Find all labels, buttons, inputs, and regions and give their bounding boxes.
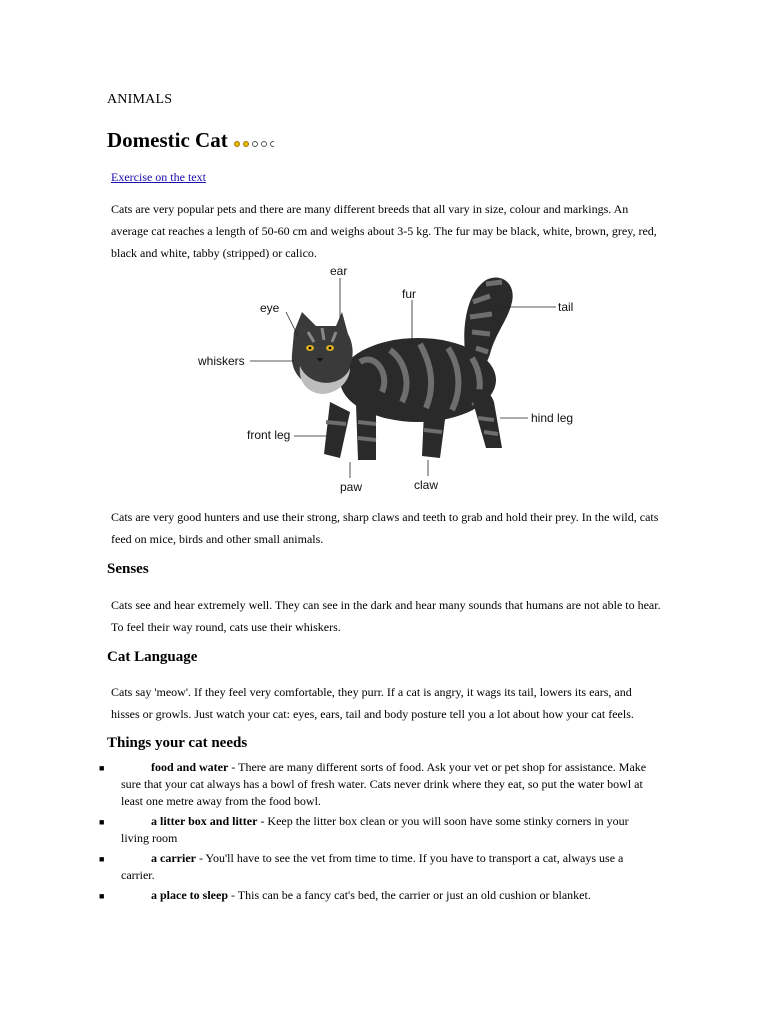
needs-description: - There are many different sorts of food. Ask your vet or pet shop for assistance. Make sure that your cat always has a bowl of fresh water. Cats never drink where they eat, so put the water bowl at least one metre away from the food bowl. [121, 760, 647, 808]
needs-description: - This can be a fancy cat's bed, the carrier or just an old cushion or blanket. [228, 888, 591, 902]
label-hind-leg: hind leg [531, 411, 574, 425]
things-cat-needs-heading: Things your cat needs [107, 735, 248, 751]
page-title [107, 128, 277, 153]
label-tail: tail [558, 300, 574, 314]
section-label: ANIMALS [107, 92, 173, 107]
needs-term: food and water [151, 760, 229, 774]
difficulty-dot-icon [243, 141, 249, 147]
list-item [0, 813, 656, 847]
label-paw: paw [340, 480, 363, 494]
page-title-text: Domestic Cat [107, 128, 228, 152]
senses-paragraph: Cats see and hear extremely well. They can see in the dark and hear many sounds that humans are not able to hear. To feel their way round, cats use their whiskers. [111, 598, 661, 634]
needs-term: a place to sleep [151, 888, 228, 902]
square-bullet-icon: ■ [99, 891, 105, 901]
needs-term: a litter box and litter [151, 814, 258, 828]
label-front-leg: front leg [247, 428, 291, 442]
senses-heading: Senses [107, 561, 149, 577]
list-item [0, 887, 656, 904]
hunters-paragraph: Cats are very good hunters and use their strong, sharp claws and teeth to grab and hold their prey. In the wild, cats feed on mice, birds and other small animals. [111, 510, 659, 546]
cat-language-paragraph: Cats say 'meow'. If they feel very comfortable, they purr. If a cat is angry, it wags its tail, lowers its ears, and hisses or growls. Just watch your cat: eyes, ears, tail and body posture tell you a lot about how your cat feels. [111, 685, 634, 721]
needs-term: a carrier [151, 851, 196, 865]
label-eye: eye [260, 301, 280, 315]
difficulty-dot-icon [234, 141, 240, 147]
difficulty-dot-icon [270, 141, 274, 147]
exercise-link[interactable]: Exercise on the text [111, 170, 206, 184]
label-fur: fur [402, 287, 417, 301]
list-item [0, 850, 656, 884]
square-bullet-icon: ■ [99, 817, 105, 827]
difficulty-dot-icon [261, 141, 267, 147]
label-whiskers: whiskers [198, 354, 245, 368]
needs-description: - You'll have to see the vet from time to time. If you have to transport a cat, always use a carrier. [121, 851, 624, 882]
difficulty-rating [234, 141, 277, 147]
square-bullet-icon: ■ [99, 763, 105, 773]
list-item [0, 759, 656, 810]
needs-description: - Keep the litter box clean or you will soon have some stinky corners in your living room [121, 814, 629, 845]
square-bullet-icon: ■ [99, 854, 105, 864]
needs-list [0, 759, 768, 907]
cat-diagram [190, 262, 590, 502]
intro-paragraph: Cats are very popular pets and there are many different breeds that all vary in size, colour and markings. An average cat reaches a length of 50-60 cm and weighs about 3-5 kg. The fur may be black, white, brown, grey, red, black and white, tabby (stripped) or calico. [111, 202, 657, 260]
difficulty-dot-icon [252, 141, 258, 147]
cat-language-heading: Cat Language [107, 649, 198, 665]
label-ear: ear [330, 264, 348, 278]
cat-illustration [292, 277, 513, 460]
label-claw: claw [414, 478, 439, 492]
